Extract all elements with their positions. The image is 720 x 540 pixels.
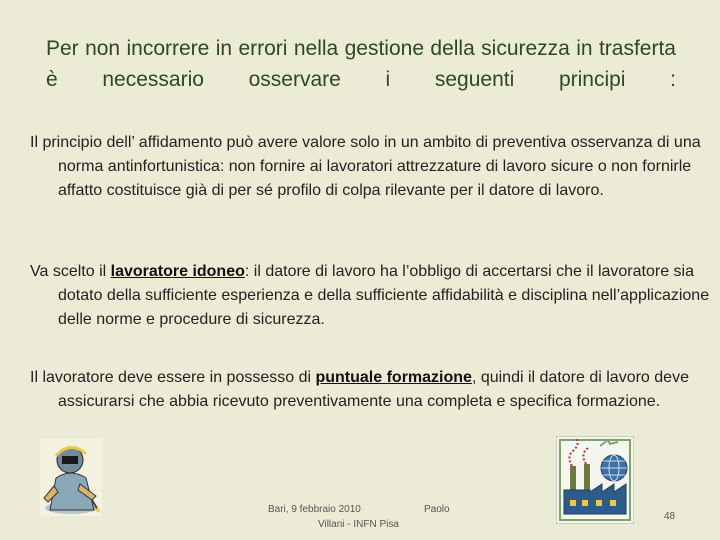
highlight-lavoratore-idoneo: lavoratore idoneo [110, 263, 245, 280]
paragraph-affidamento [30, 131, 720, 203]
welder-worker-icon [40, 438, 102, 516]
paragraph-text-after: , quindi il datore di lavoro deve assicurarsi che abbia ricevuto preventivamente una completa e specifica formazione. [58, 369, 689, 410]
paragraph-text: Il principio dell’ affidamento può avere valore solo in un ambito di preventiva osservanza di una norma antinfortunistica: non fornire ai lavoratori attrezzature di lavoro sicure o non fornirle affatto costituisce già di per sé profilo di colpa rilevante per il datore di lavoro. [30, 134, 701, 199]
factory-globe-icon [556, 436, 634, 524]
paragraph-text-after: : il datore di lavoro ha l’obbligo di accertarsi che il lavoratore sia dotato della sufficiente esperienza e della sufficiente affidabilità e disciplina nell’applicazione delle norme e procedure di sicurezza. [58, 263, 710, 328]
footer-date: Bari, 9 febbraio 2010 [268, 504, 361, 515]
page-number: 48 [664, 511, 676, 522]
paragraph-lavoratore-idoneo [30, 260, 720, 332]
paragraph-formazione [30, 366, 720, 414]
footer-author-org: Villani - INFN Pisa [318, 519, 399, 530]
paragraph-text-before: Il lavoratore deve essere in possesso di [30, 369, 316, 386]
paragraph-text-before: Va scelto il [30, 263, 111, 280]
highlight-puntuale-formazione: puntuale formazione [315, 369, 472, 386]
slide-title: Per non incorrere in errori nella gestione della sicurezza in trasferta è necessario osservare i seguenti principi : [46, 37, 676, 91]
footer-author-first: Paolo [424, 504, 450, 515]
